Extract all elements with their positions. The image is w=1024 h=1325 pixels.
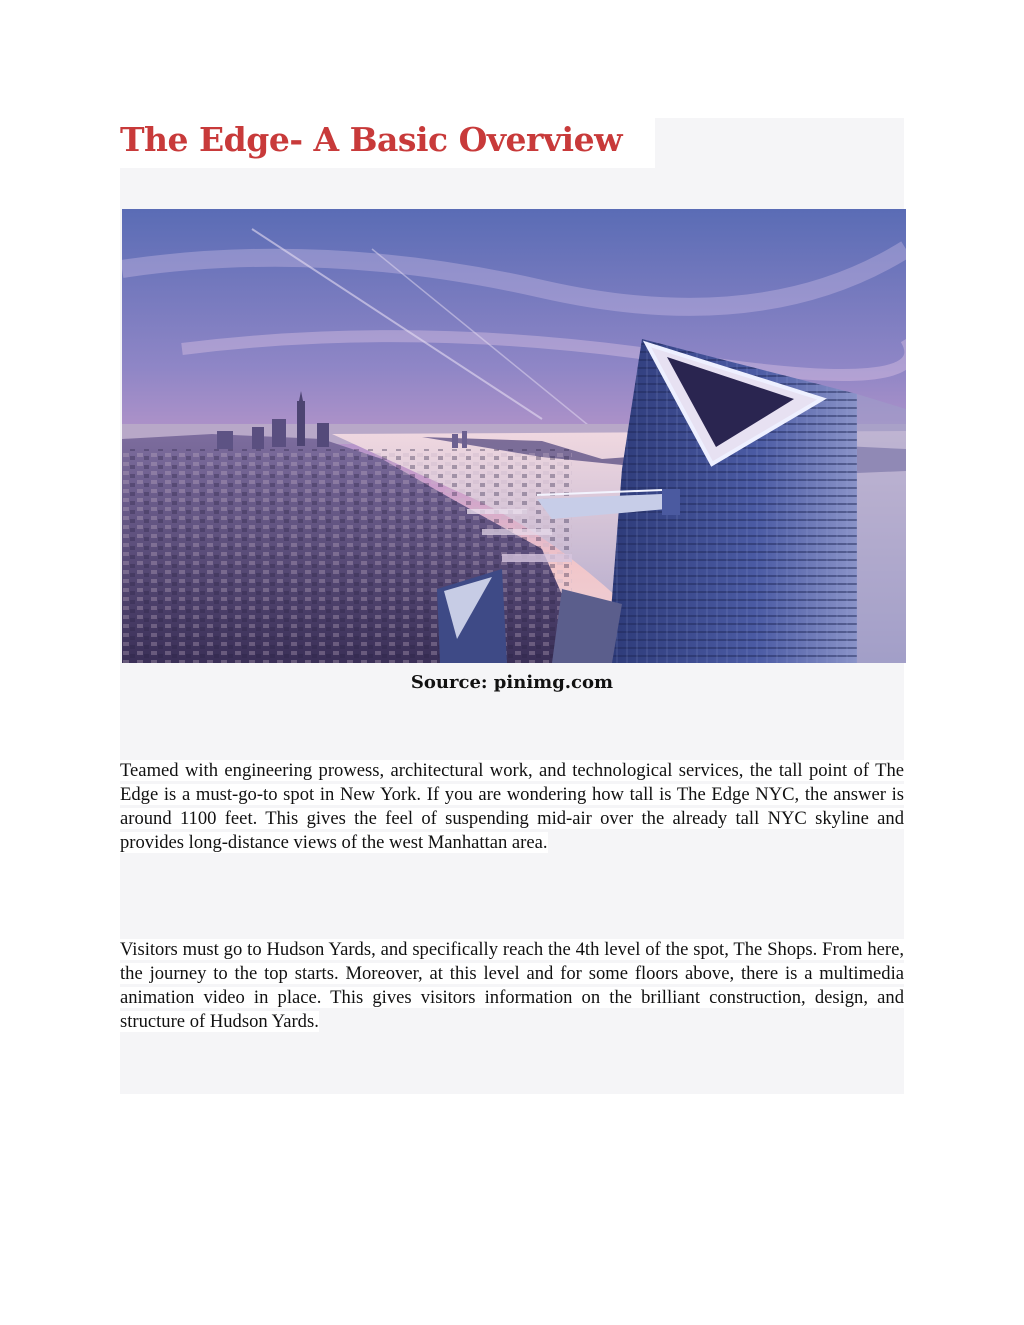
page-title: The Edge- A Basic Overview	[120, 120, 622, 159]
edge-photo	[122, 209, 906, 663]
image-caption: Source: pinimg.com	[410, 672, 614, 693]
paragraph-2-text: Visitors must go to Hudson Yards, and specifically reach the 4th level of the spot, The Shops. From here, the journey to the top starts. Moreover, at this level and for some floors above, there is a multimedia animation video in place. This gives visitors information on the brilliant construction, design, and structure of Hudson Yards.	[120, 939, 904, 1032]
paragraph-1-text: Teamed with engineering prowess, architectural work, and technological services, the tall point of The Edge is a must-go-to spot in New York. If you are wondering how tall is The Edge NYC, the answer is around 1100 feet. This gives the feel of suspending mid-air over the already tall NYC skyline and provides long-distance views of the west Manhattan area.	[120, 760, 904, 853]
paragraph-2	[120, 938, 904, 1034]
paragraph-1	[120, 759, 904, 855]
